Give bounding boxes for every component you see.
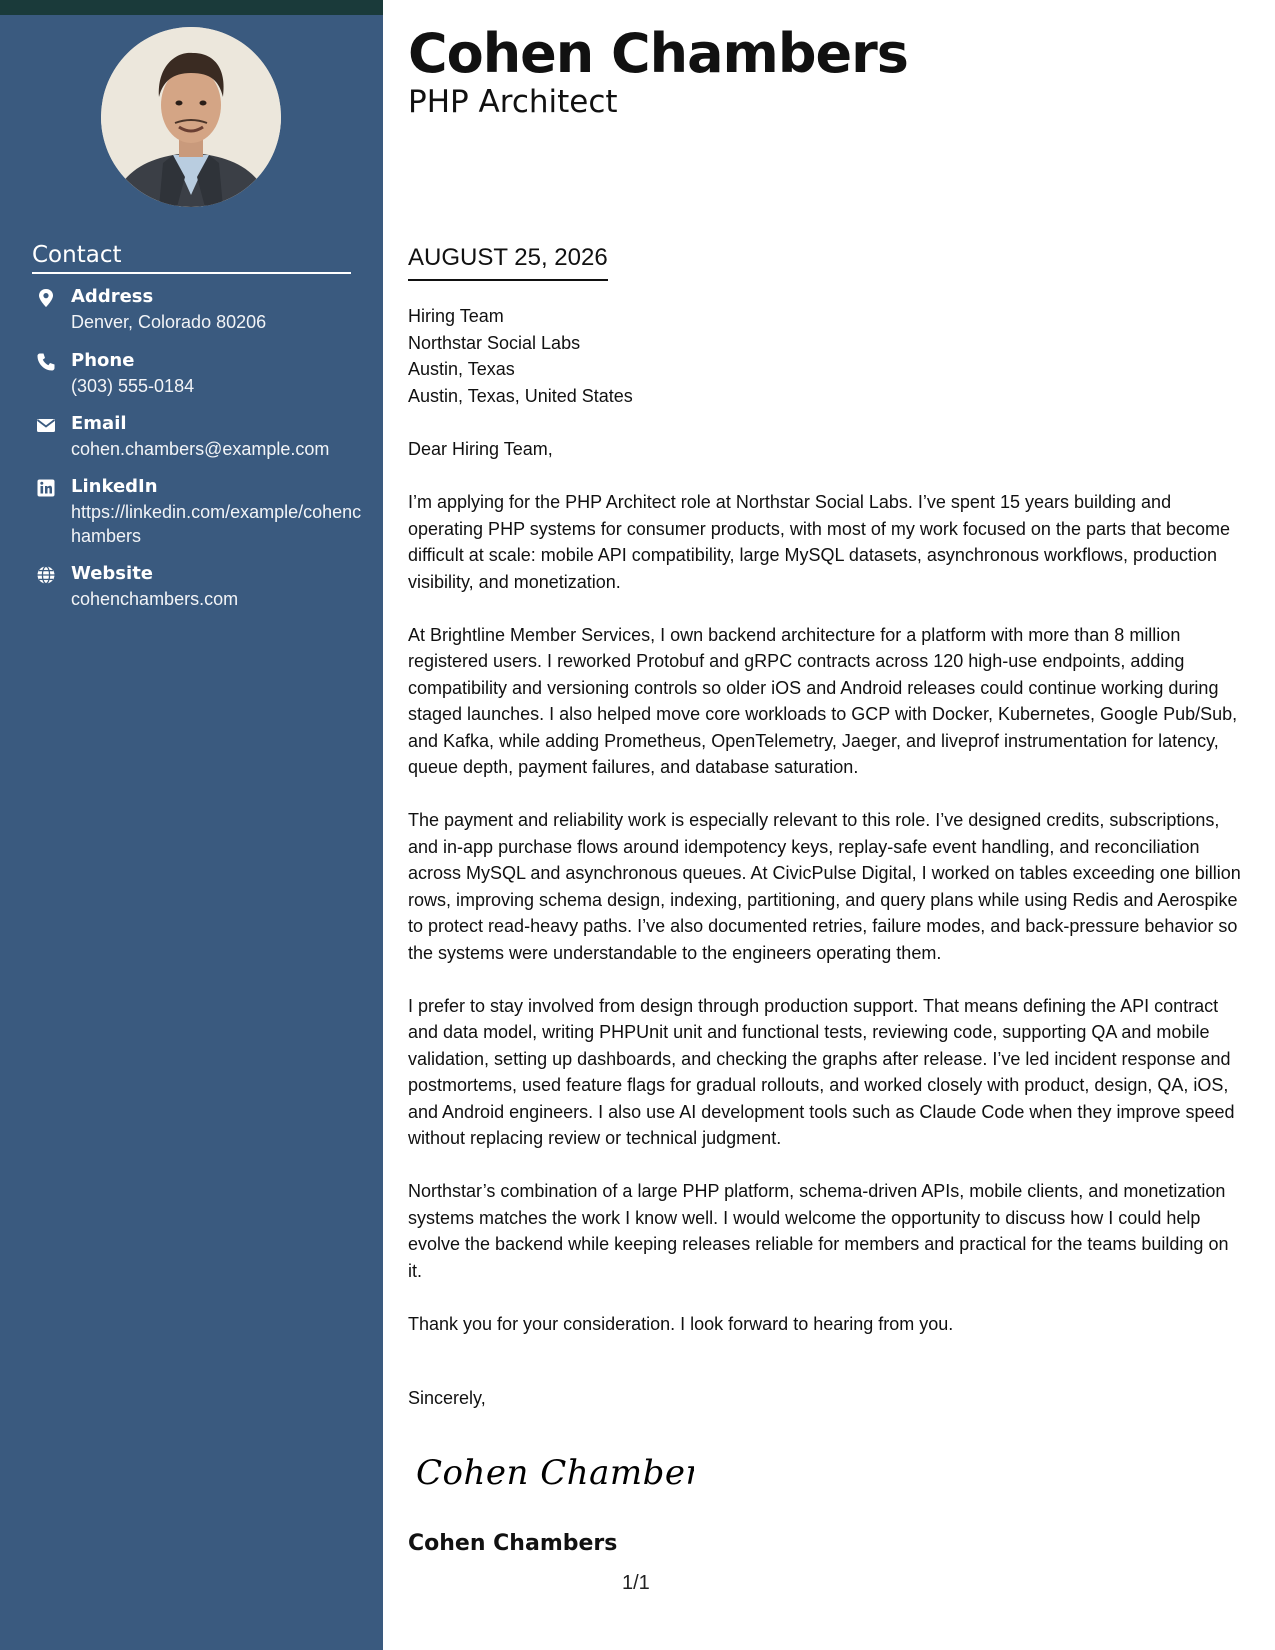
body-paragraph: The payment and reliability work is especially relevant to this role. I’ve designed credits, subscriptions, and in-app purchase flows around idempotency keys, replay-safe event handling, and reconciliation across MySQL and asynchronous queues. At CivicPulse Digital, I worked on tables exceeding one billion rows, improving schema design, indexing, partitioning, and query plans while using Redis and Aerospike to protect read-heavy paths. I’ve also documented retries, failure modes, and back-pressure behavior so the systems were understandable to the engineers operating them. <box>408 810 1241 963</box>
page-number: 1/1 <box>622 1572 650 1594</box>
map-pin-icon <box>36 288 56 308</box>
contact-label: Phone <box>71 350 135 371</box>
letter-body <box>408 436 1243 1364</box>
signature <box>414 1440 694 1500</box>
recipient-block <box>408 303 633 409</box>
salutation: Dear Hiring Team, <box>408 439 553 459</box>
linkedin-icon <box>36 478 56 498</box>
globe-icon <box>36 565 56 585</box>
body-paragraph: Thank you for your consideration. I look forward to hearing from you. <box>408 1313 954 1334</box>
contact-value: (303) 555-0184 <box>71 376 195 396</box>
letter-date: AUGUST 25, 2026 <box>408 243 608 281</box>
body-paragraph: Northstar’s combination of a large PHP platform, schema-driven APIs, mobile clients, and monetization systems matches the work I know well. I would welcome the opportunity to discuss how I could help evolve the backend while keeping releases reliable for members and practical for the teams building on it. <box>408 1181 1229 1281</box>
avatar <box>101 27 281 207</box>
body-paragraph: I’m applying for the PHP Architect role at Northstar Social Labs. I’ve spent 15 years building and operating PHP systems for consumer products, with most of my work focused on the parts that become difficult at scale: mobile API compatibility, large MySQL datasets, asynchronous workflows, production visibility, and monetization. <box>408 492 1231 592</box>
body-paragraph: I prefer to stay involved from design through production support. That means defining the API contract and data model, writing PHPUnit unit and functional tests, reviewing code, supporting QA and mobile validation, setting up dashboards, and checking the graphs after release. I’ve led incident response and postmortems, used feature flags for gradual rollouts, and worked closely with product, design, QA, iOS, and Android engineers. I also use AI development tools such as Claude Code when they improve speed without replacing review or technical judgment. <box>408 995 1235 1148</box>
contact-value[interactable]: https://linkedin.com/example/cohenchambers <box>71 502 362 546</box>
recipient-line: Austin, Texas <box>408 359 515 379</box>
recipient-line: Austin, Texas, United States <box>408 385 633 406</box>
contact-heading: Contact <box>32 240 351 274</box>
contact-label: LinkedIn <box>71 476 158 497</box>
signature-text: Cohen Chambers <box>416 1453 694 1493</box>
sidebar-top-band <box>0 0 383 15</box>
contact-label: Email <box>71 413 127 434</box>
recipient-line: Hiring Team <box>408 306 504 326</box>
contact-label: Website <box>71 563 154 584</box>
recipient-line: Northstar Social Labs <box>408 332 581 353</box>
contact-label: Address <box>71 286 154 307</box>
envelope-icon <box>36 415 56 435</box>
contact-value[interactable]: cohenchambers.com <box>71 589 239 609</box>
body-paragraph: At Brightline Member Services, I own backend architecture for a platform with more than 8 million registered users. I reworked Protobuf and gRPC contracts across 120 high-use endpoints, adding compatibility and versioning controls so older iOS and Android releases could continue working during staged launches. I also helped move core workloads to GCP with Docker, Kubernetes, Google Pub/Sub, and Kafka, while adding Prometheus, OpenTelemetry, Jaeger, and liveprof instrumentation for latency, queue depth, payment failures, and database saturation. <box>408 624 1238 777</box>
contact-value: Denver, Colorado 80206 <box>71 312 267 332</box>
signer-name: Cohen Chambers <box>408 1531 618 1556</box>
closing: Sincerely, <box>408 1388 486 1408</box>
sidebar <box>0 0 383 1650</box>
contact-value: cohen.chambers@example.com <box>71 439 330 459</box>
job-title: PHP Architect <box>408 84 618 120</box>
applicant-name: Cohen Chambers <box>408 22 908 85</box>
phone-icon <box>36 352 56 372</box>
